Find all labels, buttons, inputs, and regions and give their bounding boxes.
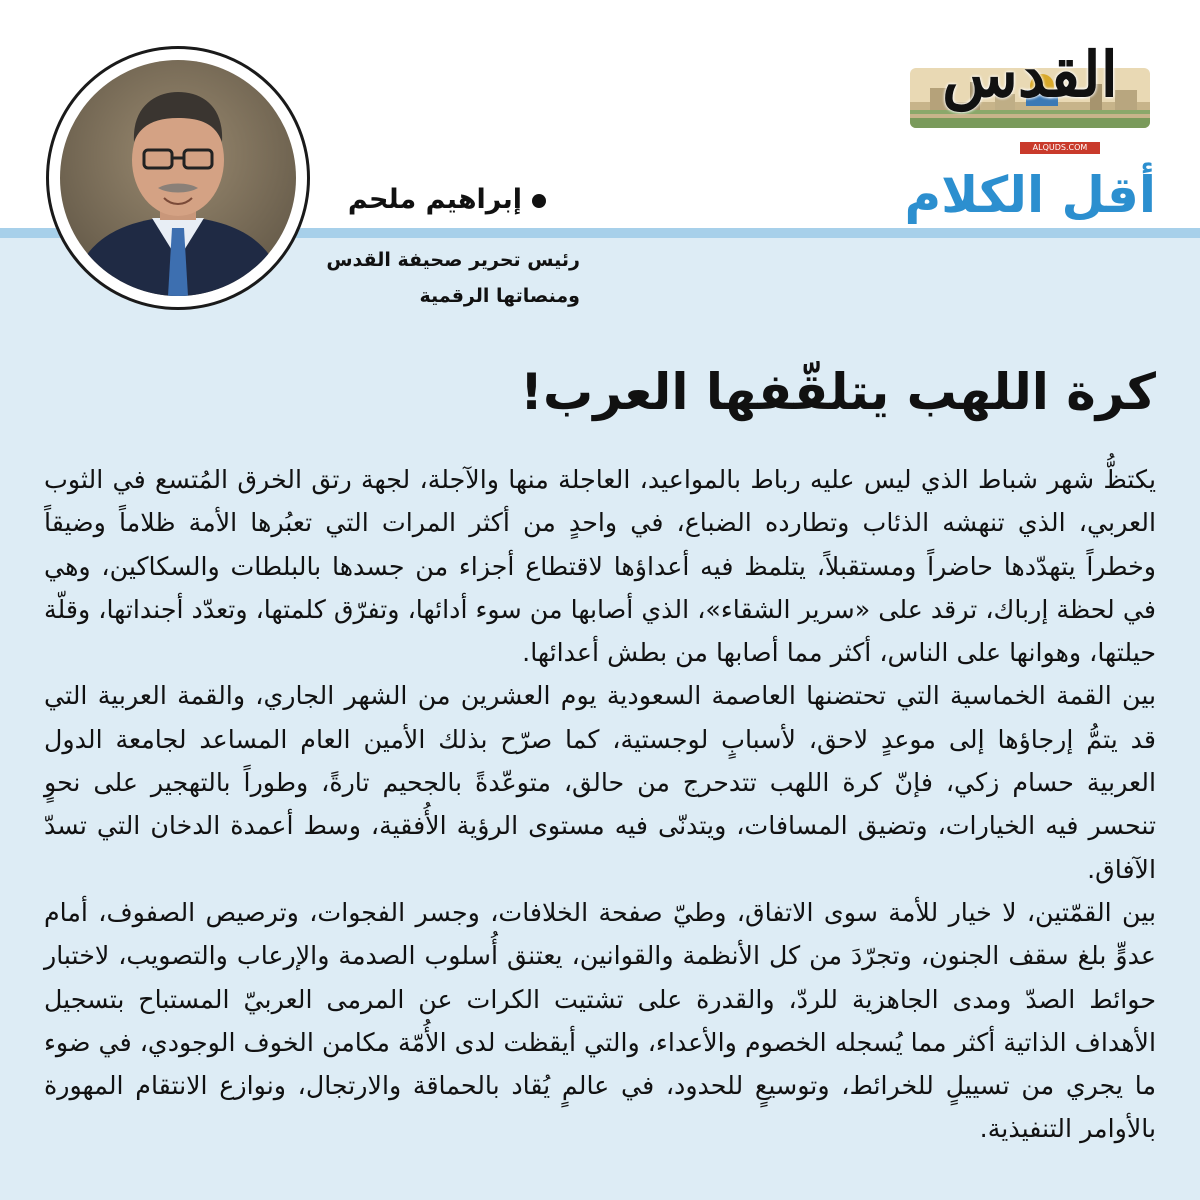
bullet-dot-icon (532, 194, 546, 208)
author-role-line1: رئيس تحرير صحيفة القدس (326, 249, 580, 271)
article-headline: كرة اللهب يتلقّفها العرب! (520, 363, 1156, 421)
masthead-url: ALQUDS.COM (1020, 142, 1100, 154)
author-photo-avatar (60, 60, 296, 296)
author-name-line (286, 180, 546, 220)
author-name: إبراهيم ملحم (347, 184, 522, 215)
masthead-title: القدس (942, 38, 1118, 111)
article-paragraph-2: بين القمة الخماسية التي تحتضنها العاصمة السعودية يوم العشرين من الشهر الجاري، والقمة العربية التي قد يتمُّ إرجاؤها إلى موعدٍ لاحق، لأسبابٍ لوجستية، كما صرّح بذلك الأمين العام المساعد لجامعة الدول العربية حسام زكي، فإنّ كرة اللهب تتدحرج من حالق، متوعّدةً بالجحيم تارةً، وطوراً بالتهجير على نحوٍ تنحسر فيه الخيارات، وتضيق المسافات، ويتدنّى فيه مستوى الرؤية الأُفقية، وسط أعمدة الدخان التي تسدّ الآفاق. (44, 681, 1156, 884)
column-title: أقل الكلام (904, 166, 1156, 224)
author-role-line2: ومنصاتها الرقمية (419, 285, 580, 307)
article-body (44, 458, 1156, 1151)
masthead-logo (910, 30, 1150, 152)
article-paragraph-3: بين القمّتين، لا خيار للأمة سوى الاتفاق، وطيّ صفحة الخلافات، وجسر الفجوات، وترصيص الصفوف، أمام عدوٍّ بلغ سقف الجنون، وتجرّدَ من كل الأنظمة والقوانين، يعتنق أُسلوب الصدمة والإرعاب والتصويب، لاختبار حوائط الصدّ ومدى الجاهزية للردّ، والقدرة على تشتيت الكرات عن المرمى العربيّ المستباح بتسجيل الأهداف الذاتية أكثر مما يُسجله الخصوم والأعداء، والتي أيقظت لدى الأُمّة مكامن الخوف الوجودي، في ضوء ما يجري من تسييلٍ للخرائط، وتوسيعٍ للحدود، في عالمٍ يُقاد بالحماقة والارتجال، ونوازع الانتقام المهورة بالأوامر التنفيذية. (44, 897, 1156, 1144)
author-role (260, 242, 580, 314)
article-paragraph-1: يكتظُّ شهر شباط الذي ليس عليه رباط بالمواعيد، العاجلة منها والآجلة، لجهة رتق الخرق المُتسع في الثوب العربي، الذي تنهشه الذئاب وتطارده الضباع، في واحدٍ من أكثر المرات التي تعبُرها الأمة ظلاماً وضيقاً وخطراً يتهدّدها حاضراً ومستقبلاً، يتلمظ فيه أعداؤها لاقتطاع أجزاء من جسدها بالبلطات والسكاكين، وهي في لحظة إرباك، ترقد على «سرير الشقاء»، الذي أصابها من سوء أدائها، وتفرّق كلمتها، وتعدّد أجنداتها، وقلّة حيلتها، وهوانها على الناس، أكثر مما أصابها من بطش أعدائها. (44, 465, 1156, 668)
